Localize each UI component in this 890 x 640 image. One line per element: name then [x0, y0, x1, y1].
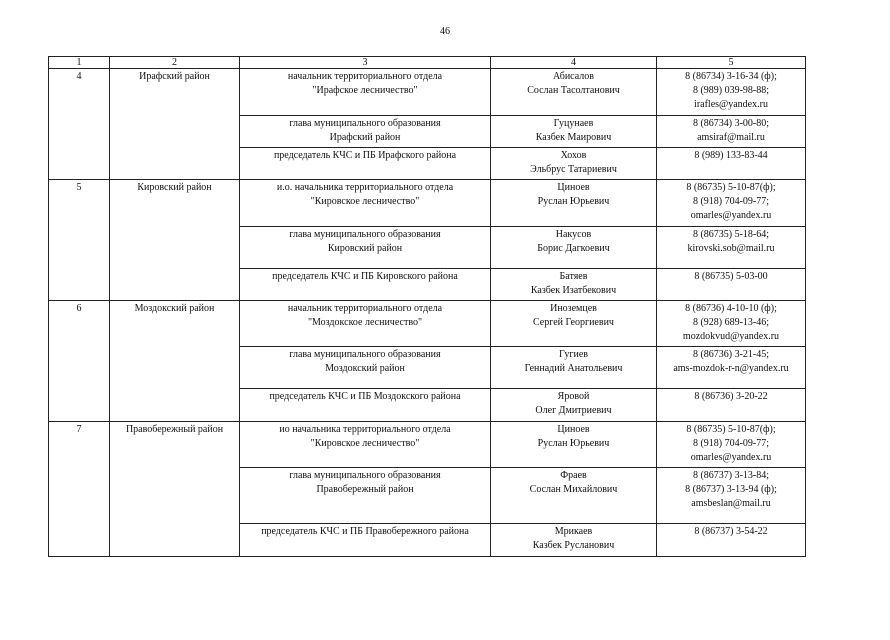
person-name-line: Казбек Изатбекович — [530, 285, 617, 296]
position-cell — [240, 269, 491, 301]
person-name-line: Иноземцев — [550, 303, 597, 314]
table-body — [49, 69, 806, 557]
person-name-line: Борис Дагкоевич — [537, 243, 610, 254]
contacts-cell — [657, 148, 806, 180]
contacts-table — [48, 56, 806, 557]
header-col-5: 5 — [657, 57, 806, 69]
person-name-line: Накусов — [555, 229, 592, 240]
person-name-line: Геннадий Анатольевич — [524, 363, 623, 374]
person-name-line: Казбек Маирович — [535, 132, 612, 143]
contact-line: amsiraf@mail.ru — [697, 132, 765, 143]
person-name-line: Руслан Юрьевич — [537, 196, 610, 207]
district-name: Ирафский район — [110, 69, 240, 180]
position-line: председатель КЧС и ПБ Кировского района — [272, 271, 458, 282]
contact-line: 8 (86736) 3-20-22 — [694, 391, 768, 402]
position-cell — [240, 389, 491, 422]
position-line: начальник территориального отдела — [287, 303, 443, 314]
position-cell — [240, 69, 491, 116]
position-cell — [240, 347, 491, 389]
position-cell — [240, 227, 491, 269]
person-name-cell — [491, 148, 657, 180]
position-line: глава муниципального образования — [289, 118, 441, 129]
person-name-line: Яровой — [557, 391, 590, 402]
contact-line: 8 (86736) 4-10-10 (ф); — [685, 303, 777, 314]
person-name-line: Мрикаев — [554, 526, 593, 537]
contact-line: 8 (928) 689-13-46; — [692, 317, 770, 328]
header-row — [49, 57, 806, 69]
table-row — [49, 422, 806, 468]
position-line: ио начальника территориального отдела — [279, 424, 451, 435]
position-line: начальник территориального отдела — [287, 71, 443, 82]
position-cell — [240, 524, 491, 557]
person-name-line: Сослан Тасолтанович — [527, 85, 620, 96]
person-name-cell — [491, 347, 657, 389]
person-name-line: Фраев — [560, 470, 587, 481]
row-number: 5 — [49, 180, 110, 301]
person-name-cell — [491, 116, 657, 148]
contact-line: 8 (86734) 3-00-80; — [692, 118, 770, 129]
row-number: 4 — [49, 69, 110, 180]
position-line: председатель КЧС и ПБ Правобережного района — [261, 526, 469, 537]
position-line: "Моздокское лесничество" — [307, 317, 423, 328]
contact-line: 8 (86735) 5-10-87(ф); — [686, 182, 776, 193]
contacts-cell — [657, 180, 806, 227]
position-line: Правобережный район — [316, 484, 414, 495]
person-name-line: Хохов — [560, 150, 587, 161]
person-name-cell — [491, 389, 657, 422]
contacts-cell — [657, 468, 806, 524]
position-line: глава муниципального образования — [289, 229, 441, 240]
row-number: 6 — [49, 301, 110, 422]
contact-line: omarles@yandex.ru — [690, 452, 772, 463]
position-line: "Кировское лесничество" — [310, 438, 420, 449]
district-name: Правобережный район — [110, 422, 240, 557]
person-name-line: Абисалов — [553, 71, 594, 82]
district-name: Моздокский район — [110, 301, 240, 422]
contacts-cell — [657, 524, 806, 557]
table-row — [49, 180, 806, 227]
contacts-cell — [657, 389, 806, 422]
person-name-cell — [491, 524, 657, 557]
header-col-1: 1 — [49, 57, 110, 69]
person-name-line: Гугиев — [558, 349, 588, 360]
contacts-cell — [657, 422, 806, 468]
contacts-cell — [657, 116, 806, 148]
contact-line: mozdokvud@yandex.ru — [682, 331, 780, 342]
position-line: "Ирафское лесничество" — [312, 85, 418, 96]
contacts-cell — [657, 301, 806, 347]
position-cell — [240, 468, 491, 524]
person-name-line: Эльбрус Татариевич — [530, 164, 617, 175]
person-name-line: Циноев — [557, 424, 590, 435]
person-name-line: Сослан Михайлович — [529, 484, 618, 495]
row-number: 7 — [49, 422, 110, 557]
contact-line: irafles@yandex.ru — [694, 99, 768, 110]
position-line: Ирафский район — [329, 132, 401, 143]
person-name-cell — [491, 269, 657, 301]
header-col-3: 3 — [240, 57, 491, 69]
contact-line: 8 (86737) 3-13-94 (ф); — [685, 484, 777, 495]
position-cell — [240, 116, 491, 148]
contact-line: 8 (989) 039-98-88; — [692, 85, 770, 96]
person-name-line: Гуцунаев — [553, 118, 594, 129]
contact-line: 8 (86736) 3-21-45; — [692, 349, 770, 360]
person-name-line: Сергей Георгиевич — [533, 317, 614, 328]
person-name-line: Циноев — [557, 182, 590, 193]
contact-line: 8 (989) 133-83-44 — [694, 150, 768, 161]
contact-line: kirovski.sob@mail.ru — [687, 243, 775, 254]
contact-line: 8 (86737) 3-54-22 — [694, 526, 768, 537]
position-cell — [240, 422, 491, 468]
person-name-cell — [491, 227, 657, 269]
person-name-cell — [491, 301, 657, 347]
position-line: глава муниципального образования — [289, 349, 441, 360]
header-col-4: 4 — [491, 57, 657, 69]
page-number: 46 — [440, 26, 450, 37]
person-name-cell — [491, 422, 657, 468]
contacts-cell — [657, 347, 806, 389]
person-name-cell — [491, 468, 657, 524]
position-line: Моздокский район — [325, 363, 405, 374]
contact-line: omarles@yandex.ru — [690, 210, 772, 221]
contact-line: 8 (918) 704-09-77; — [692, 438, 770, 449]
table-row — [49, 69, 806, 116]
position-line: председатель КЧС и ПБ Ирафского района — [273, 150, 457, 161]
person-name-cell — [491, 69, 657, 116]
position-line: председатель КЧС и ПБ Моздокского района — [269, 391, 461, 402]
contact-line: 8 (86734) 3-16-34 (ф); — [685, 71, 777, 82]
person-name-line: Казбек Русланович — [532, 540, 615, 551]
position-line: "Кировское лесничество" — [310, 196, 420, 207]
contact-line: 8 (918) 704-09-77; — [692, 196, 770, 207]
contact-line: 8 (86735) 5-18-64; — [692, 229, 770, 240]
contact-line: 8 (86737) 3-13-84; — [692, 470, 770, 481]
contacts-cell — [657, 227, 806, 269]
contact-line: ams-mozdok-r-n@yandex.ru — [673, 363, 789, 374]
position-cell — [240, 148, 491, 180]
position-line: глава муниципального образования — [289, 470, 441, 481]
person-name-line: Батяев — [559, 271, 588, 282]
contact-line: amsbeslan@mail.ru — [691, 498, 771, 509]
table-row — [49, 301, 806, 347]
position-line: и.о. начальника территориального отдела — [276, 182, 454, 193]
contacts-cell — [657, 69, 806, 116]
contact-line: 8 (86735) 5-10-87(ф); — [686, 424, 776, 435]
position-line: Кировский район — [327, 243, 403, 254]
position-cell — [240, 180, 491, 227]
header-col-2: 2 — [110, 57, 240, 69]
person-name-cell — [491, 180, 657, 227]
district-name: Кировский район — [110, 180, 240, 301]
person-name-line: Руслан Юрьевич — [537, 438, 610, 449]
contacts-cell — [657, 269, 806, 301]
contact-line: 8 (86735) 5-03-00 — [694, 271, 768, 282]
person-name-line: Олег Дмитриевич — [535, 405, 612, 416]
position-cell — [240, 301, 491, 347]
